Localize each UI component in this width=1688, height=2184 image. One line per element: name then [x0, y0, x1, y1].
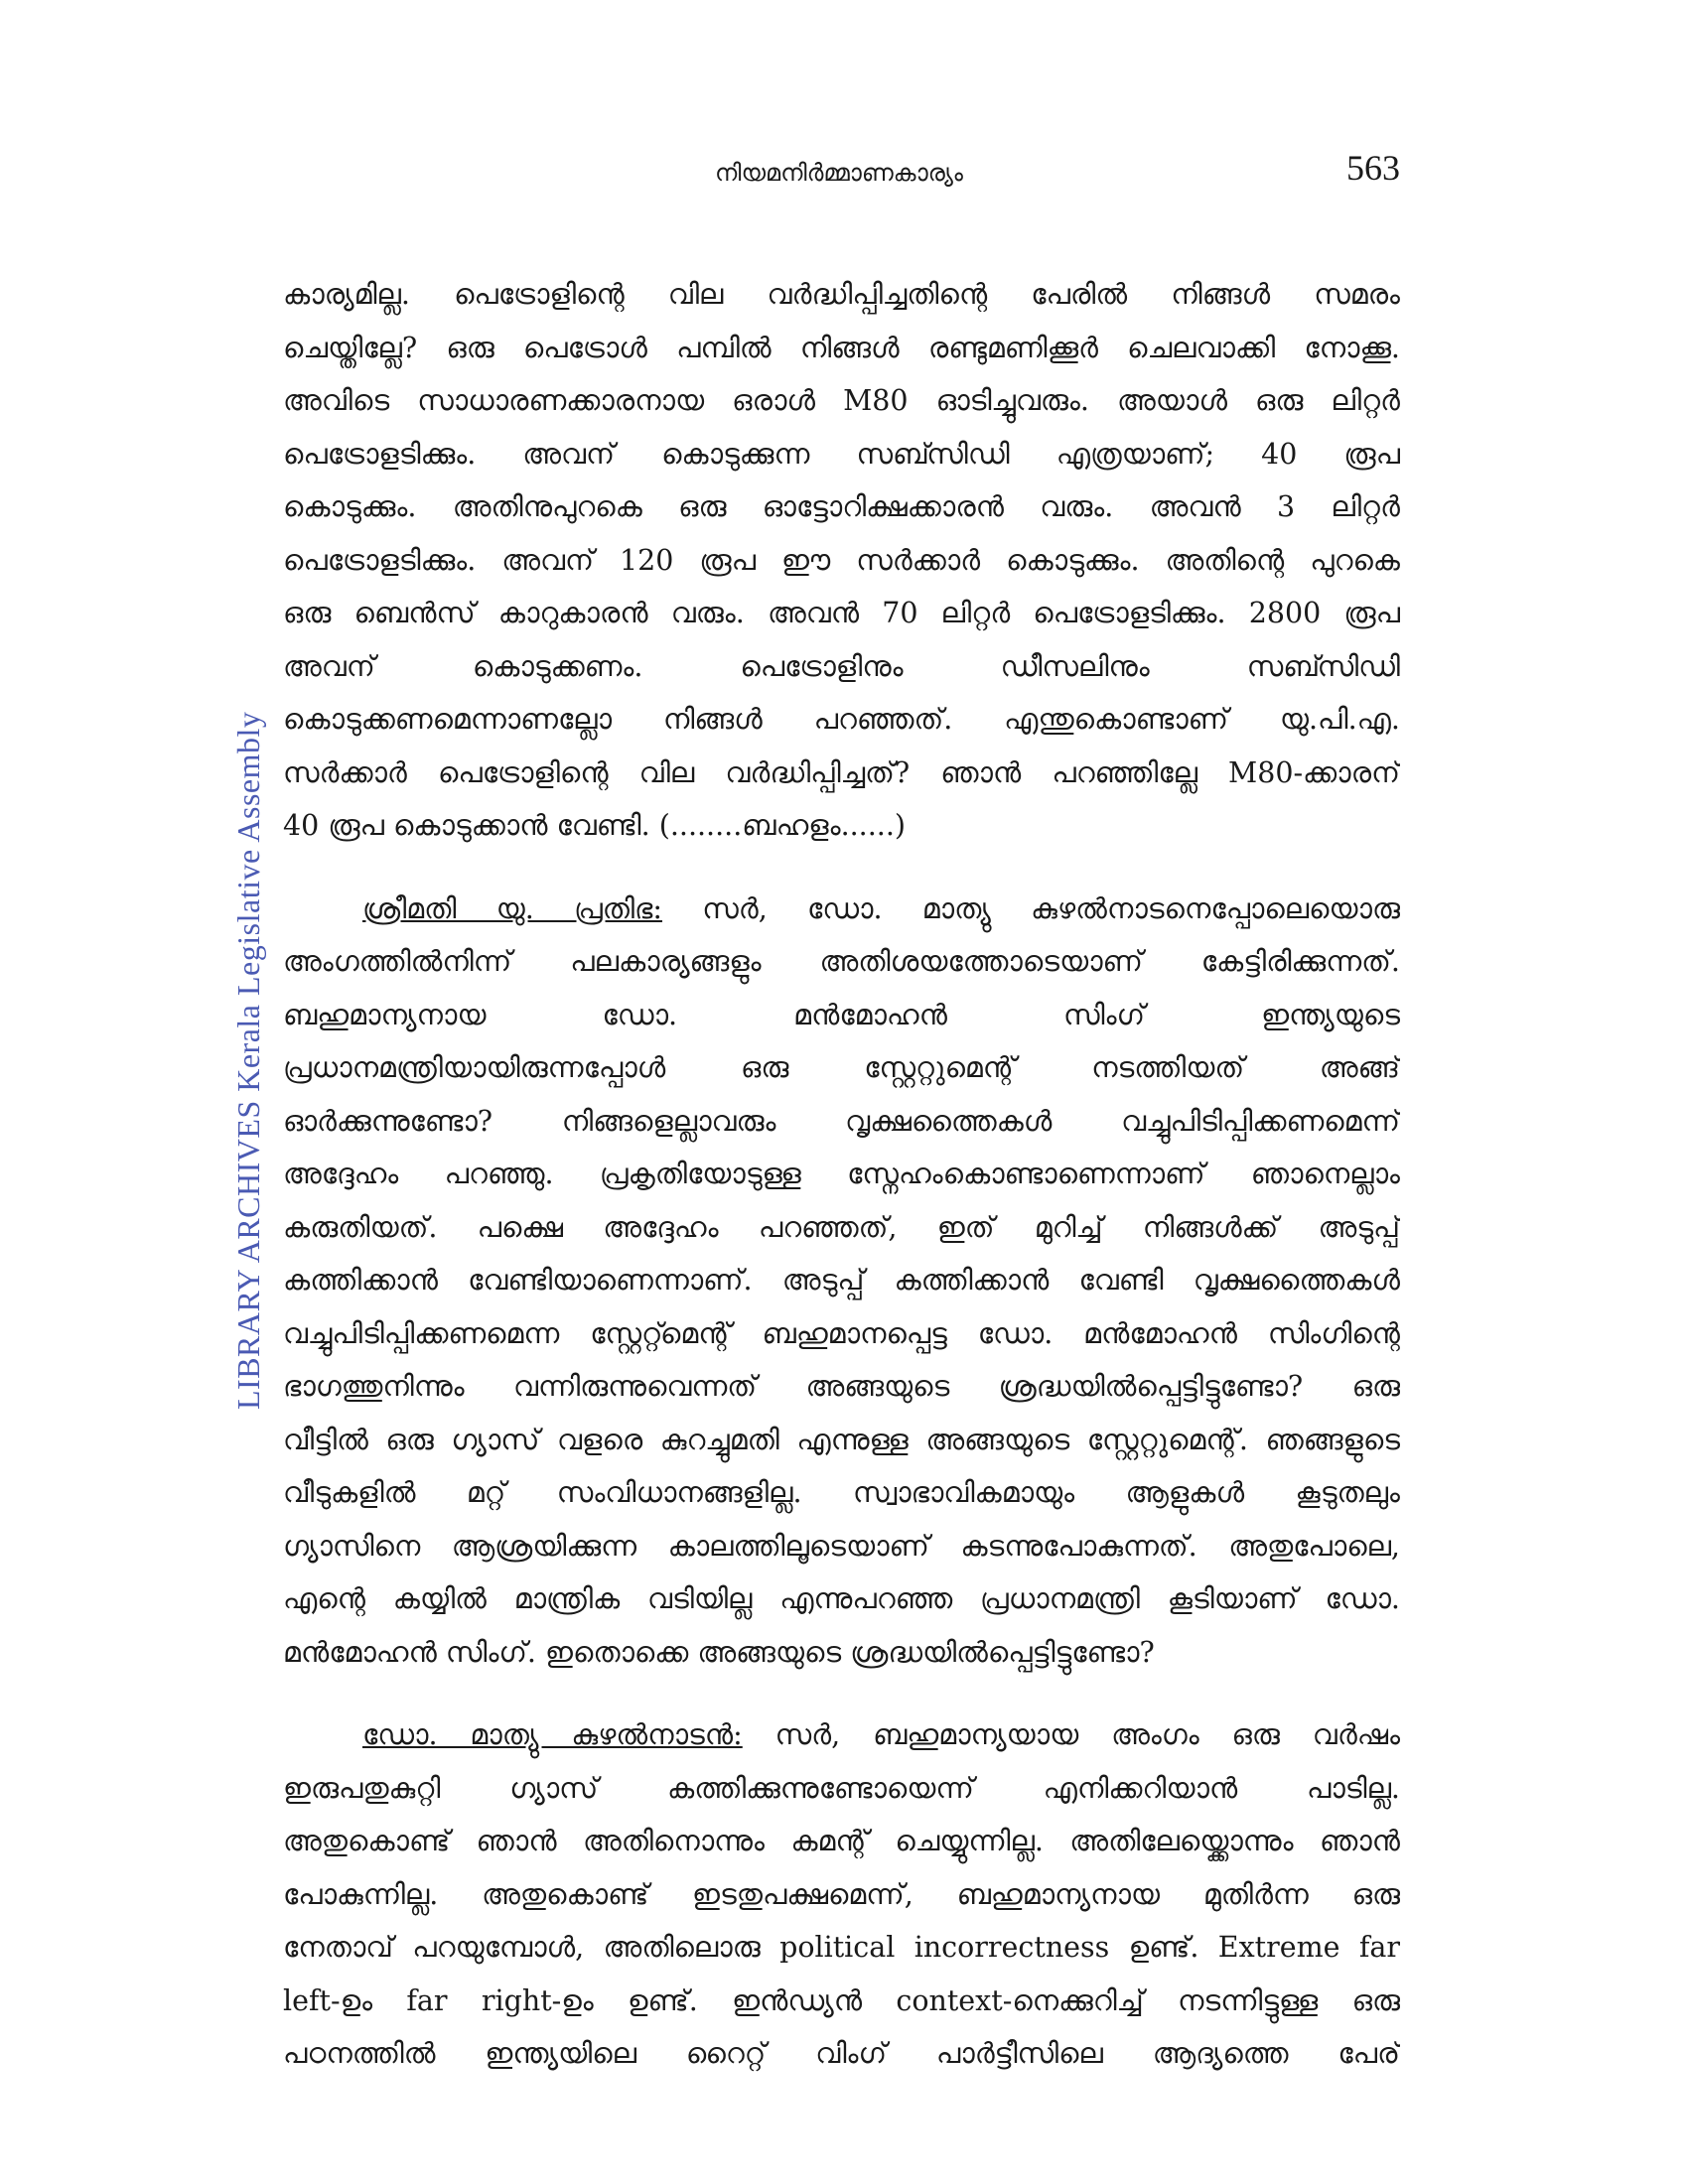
text-line: വീടുകളിൽ മറ്റ് സംവിധാനങ്ങളില്ല. സ്വാഭാവികമായും ആളുകൾ കൂടുതലും	[283, 1476, 1400, 1509]
text-line: പ്രധാനമന്ത്രിയായിരുന്നപ്പോൾ ഒരു സ്റ്റേറ്റുമെന്റ് നടത്തിയത് അങ്ങ്	[283, 1051, 1400, 1084]
text-line: അവിടെ സാധാരണക്കാരനായ ഒരാൾ M80 ഓടിച്ചുവരും. അയാൾ ഒരു ലിറ്റർ	[283, 384, 1400, 417]
text-line: പെട്രോളടിക്കും. അവന് 120 രൂപ ഈ സർക്കാർ കൊടുക്കും. അതിന്റെ പുറകെ	[283, 543, 1400, 577]
text-line: അദ്ദേഹം പറഞ്ഞു. പ്രകൃതിയോടുള്ള സ്നേഹംകൊണ്ടാണെന്നാണ് ഞാനെല്ലാം	[283, 1158, 1400, 1190]
text-line: ഓർക്കുന്നുണ്ടോ? നിങ്ങളെല്ലാവരും വൃക്ഷത്തൈകൾ വച്ചുപിടിപ്പിക്കണമെന്ന്	[283, 1104, 1400, 1138]
text-line: 40 രൂപ കൊടുക്കാൻ വേണ്ടി. (........ബഹളം......)	[283, 809, 907, 842]
speaker-line-text: സർ, ഡോ. മാത്യു കുഴൽനാടനെപ്പോലെയൊരു	[702, 891, 1400, 925]
text-line: വച്ചുപിടിപ്പിക്കണമെന്ന സ്റ്റേറ്റ്മെന്റ് ബഹുമാനപ്പെട്ട ഡോ. മൻമോഹൻ സിംഗിന്റെ	[283, 1316, 1400, 1350]
text-line: left-ഉം far right-ഉം ഉണ്ട്. ഇൻഡ്യൻ context-നെക്കുറിച്ച് നടന്നിട്ടുള്ള ഒരു	[283, 1983, 1400, 2017]
text-line: സർക്കാർ പെട്രോളിന്റെ വില വർദ്ധിപ്പിച്ചത്? ഞാൻ പറഞ്ഞില്ലേ M80-ക്കാരന്	[283, 755, 1400, 789]
speaker-line-text: സർ, ബഹുമാന്യയായ അംഗം ഒരു വർഷം	[774, 1718, 1400, 1751]
text-line: കൊടുക്കും. അതിനുപുറകെ ഒരു ഓട്ടോറിക്ഷക്കാരൻ വരും. അവൻ 3 ലിറ്റർ	[283, 490, 1400, 523]
document-body	[283, 268, 1400, 2081]
text-line: ഗ്യാസിനെ ആശ്രയിക്കുന്ന കാലത്തിലൂടെയാണ് കടന്നുപോകുന്നത്. അതുപോലെ,	[283, 1529, 1400, 1563]
speaker-name: ശ്രീമതി യു. പ്രതിഭ:	[362, 891, 662, 925]
text-line: വീട്ടിൽ ഒരു ഗ്യാസ് വളരെ കുറച്ചുമതി എന്നുള്ള അങ്ങയുടെ സ്റ്റേറ്റുമെന്റ്. ഞങ്ങളുടെ	[283, 1423, 1400, 1456]
text-line: മൻമോഹൻ സിംഗ്. ഇതൊക്കെ അങ്ങയുടെ ശ്രദ്ധയിൽപ്പെട്ടിട്ടുണ്ടോ?	[283, 1635, 1155, 1669]
paragraph-1	[283, 268, 1400, 853]
text-line: ഒരു ബെൻസ് കാറുകാരൻ വരും. അവൻ 70 ലിറ്റർ പെട്രോളടിക്കും. 2800 രൂപ	[283, 597, 1400, 629]
paragraph-3	[283, 1708, 1400, 2081]
text-line: കരുതിയത്. പക്ഷെ അദ്ദേഹം പറഞ്ഞത്, ഇത് മുറിച്ച് നിങ്ങൾക്ക് അടുപ്പ്	[283, 1210, 1400, 1244]
text-line: അംഗത്തിൽനിന്ന് പലകാര്യങ്ങളും അതിശയത്തോടെയാണ് കേട്ടിരിക്കുന്നത്.	[283, 945, 1400, 978]
speaker-name: ഡോ. മാത്യു കുഴൽനാടൻ:	[362, 1718, 743, 1751]
text-line: എന്റെ കയ്യിൽ മാന്ത്രിക വടിയില്ല എന്നുപറഞ്ഞ പ്രധാനമന്ത്രി കൂടിയാണ് ഡോ.	[283, 1582, 1400, 1615]
text-line: ഇരുപതുകുറ്റി ഗ്യാസ് കത്തിക്കുന്നുണ്ടോയെന്ന് എനിക്കറിയാൻ പാടില്ല.	[283, 1771, 1400, 1805]
paragraph-gap	[283, 853, 1400, 883]
text-line: പോകുന്നില്ല. അതുകൊണ്ട് ഇടതുപക്ഷമെന്ന്, ബഹുമാന്യനായ മുതിർന്ന ഒരു	[283, 1877, 1400, 1911]
paragraph-2	[283, 883, 1400, 1680]
text-line: അതുകൊണ്ട് ഞാൻ അതിനൊന്നും കമന്റ് ചെയ്യുന്നില്ല. അതിലേയ്ക്കൊന്നും ഞാൻ	[283, 1825, 1400, 1857]
text-line: ചെയ്തില്ലേ? ഒരു പെട്രോൾ പമ്പിൽ നിങ്ങൾ രണ്ടുമണിക്കൂർ ചെലവാക്കി നോക്കൂ.	[283, 331, 1400, 364]
page-header	[278, 147, 1400, 197]
text-line: നേതാവ് പറയുമ്പോൾ, അതിലൊരു political incorrectness ഉണ്ട്. Extreme far	[283, 1931, 1400, 1964]
text-line: കാര്യമില്ല. പെട്രോളിന്റെ വില വർദ്ധിപ്പിച്ചതിന്റെ പേരിൽ നിങ്ങൾ സമരം	[283, 278, 1400, 311]
text-line: കൊടുക്കണമെന്നാണല്ലോ നിങ്ങൾ പറഞ്ഞത്. എന്തുകൊണ്ടാണ് യു.പി.എ.	[283, 703, 1400, 736]
text-line: കത്തിക്കാൻ വേണ്ടിയാണെന്നാണ്. അടുപ്പ് കത്തിക്കാൻ വേണ്ടി വൃക്ഷത്തൈകൾ	[283, 1264, 1400, 1297]
text-line: പെട്രോളടിക്കും. അവന് കൊടുക്കുന്ന സബ്സിഡി എത്രയാണ്; 40 രൂപ	[283, 437, 1400, 471]
speaker-line	[283, 1708, 1400, 1762]
text-line: പഠനത്തിൽ ഇന്ത്യയിലെ റൈറ്റ് വിംഗ് പാർട്ടീസിലെ ആദ്യത്തെ പേര്	[283, 2037, 1400, 2070]
archive-watermark: LIBRARY ARCHIVES Kerala Legislative Assembly	[230, 711, 266, 1410]
page-number: 563	[1346, 148, 1400, 188]
paragraph-gap	[283, 1679, 1400, 1708]
running-title: നിയമനിർമ്മാണകാര്യം	[715, 159, 963, 187]
text-line: ഭാഗത്തുനിന്നും വന്നിരുന്നുവെന്നത് അങ്ങയുടെ ശ്രദ്ധയിൽപ്പെട്ടിട്ടുണ്ടോ? ഒരു	[283, 1370, 1400, 1403]
text-line: ബഹുമാന്യനായ ഡോ. മൻമോഹൻ സിംഗ് ഇന്ത്യയുടെ	[283, 998, 1400, 1031]
speaker-line	[283, 883, 1400, 936]
text-line: അവന് കൊടുക്കണം. പെട്രോളിനും ഡീസലിനും സബ്സിഡി	[283, 649, 1400, 683]
